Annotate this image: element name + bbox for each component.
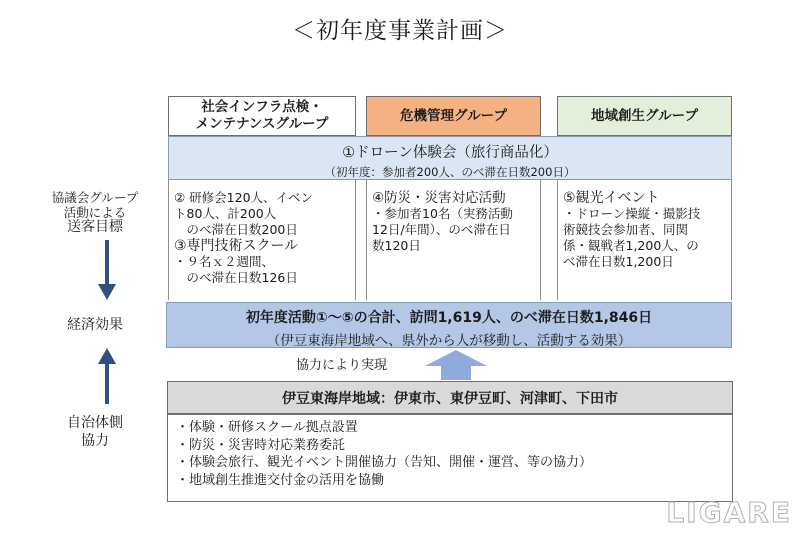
region-items	[167, 414, 733, 502]
group-header-line: 地域創生グループ	[591, 107, 698, 124]
text-line: ④防災・災害対応活動	[372, 190, 506, 206]
up-arrow-icon	[95, 348, 119, 404]
list-item: ・体験・研修スクール拠点設置	[176, 420, 358, 435]
region-header: 伊豆東海岸地域：伊東市、東伊豆町、河津町、下田市	[167, 381, 733, 414]
text-line: 数120日	[372, 238, 421, 253]
group-header-line: 危機管理グループ	[400, 107, 507, 124]
ligare-logo: LIGARE	[666, 496, 792, 529]
list-item: ・体験会旅行、観光イベント開催協力（告知、開催・運営、等の協力）	[176, 455, 593, 470]
text-line: のべ滞在日数200日	[174, 222, 298, 237]
economic-effect-label: 経済効果	[67, 317, 123, 333]
text-line: のべ滞在日数126日	[174, 270, 298, 285]
group-header-crisis	[366, 96, 541, 136]
group-header-regional	[557, 96, 732, 136]
drone-detail: （初年度：参加者200人、のべ滞在日数200日）	[324, 165, 576, 179]
text-line: 術競技会参加者、同関	[563, 222, 689, 237]
cooperation-label: 協力により実現	[296, 358, 388, 373]
text-line: ・９名ｘ２週間、	[174, 254, 275, 269]
list-item: ・防災・災害時対応業務委託	[176, 437, 346, 453]
group-header-line: 社会インフラ点検・	[201, 99, 323, 115]
text-line: ・ドローン操縦・撮影技	[563, 206, 701, 221]
list-item: ・地域創生推進交付金の活用を協働	[176, 472, 385, 488]
label-line: 送客目標	[67, 219, 123, 235]
label-line: 協議会グループ	[51, 190, 139, 205]
group-header-infrastructure	[168, 96, 356, 136]
down-arrow-icon	[95, 240, 119, 302]
column1-text	[174, 190, 313, 286]
text-line: ② 研修会120人、イベン	[174, 190, 314, 205]
text-line: ・参加者10名（実務活動	[372, 206, 513, 221]
column2-text	[372, 190, 513, 254]
text-line: 12日/年間）、のべ滞在日	[372, 222, 511, 237]
text-line: 係・観戦者1,200人、の	[563, 238, 699, 253]
text-line: ト80人、計200人	[174, 206, 277, 221]
target-label	[40, 190, 150, 235]
econ-note: （伊豆東海岸地域へ、県外から人が移動し、活動する効果）	[266, 333, 632, 349]
econ-total: 初年度活動①～⑤の合計、訪問1,619人、のべ滞在日数1,846日	[245, 310, 653, 326]
drone-title: ①ドローン体験会（旅行商品化）	[342, 145, 558, 161]
column3-text	[563, 190, 700, 270]
drone-experience-banner	[168, 136, 732, 180]
label-line: 自治体側	[67, 415, 123, 431]
page-title: ＜初年度事業計画＞	[292, 18, 508, 44]
text-line: べ滞在日数1,200日	[563, 254, 674, 269]
label-line: 活動による	[63, 205, 127, 220]
economic-effect-box	[166, 302, 732, 348]
block-up-arrow-icon	[425, 350, 487, 380]
local-gov-label	[40, 414, 150, 450]
label-line: 協力	[81, 433, 109, 449]
group-header-line: メンテナンスグループ	[195, 116, 329, 132]
text-line: ③専門技術スクール	[174, 238, 299, 254]
text-line: ⑤観光イベント	[563, 190, 660, 206]
